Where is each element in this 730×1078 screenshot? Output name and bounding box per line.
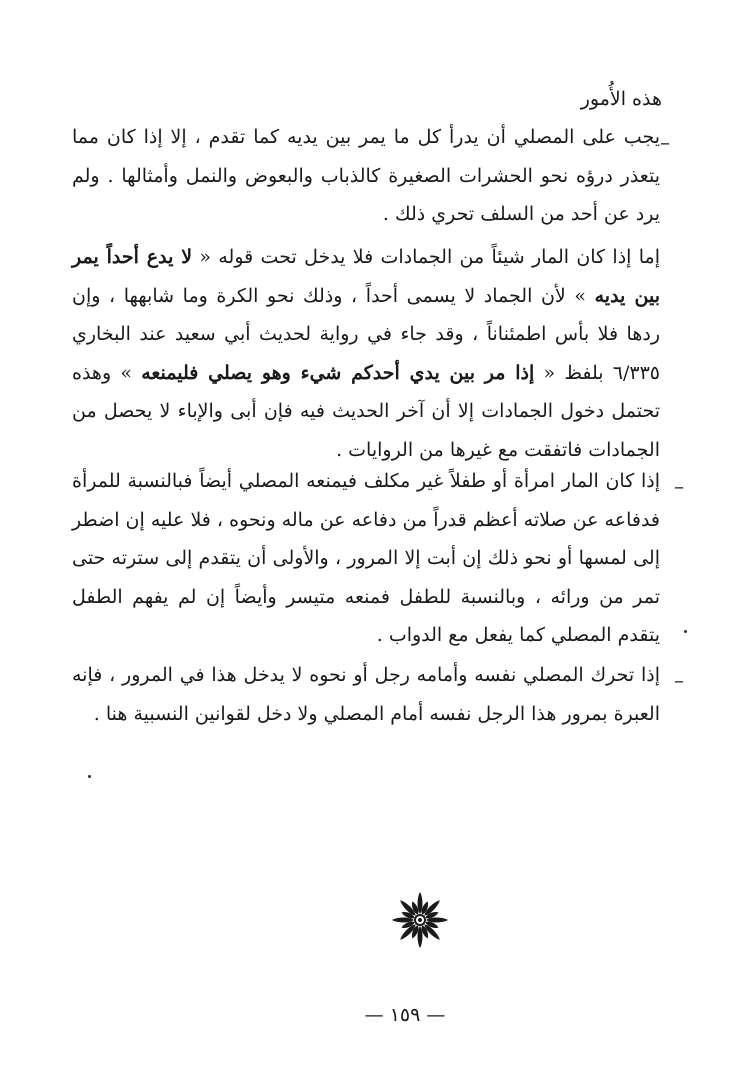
paragraph-2: [72, 238, 660, 469]
paragraph-4-text: إذا تحرك المصلي نفسه وأمامه رجل أو نحوه لا يدخل هذا في المرور ، فإنه العبرة بمرور هذا الرجل نفسه أمام المصلي ولا دخل لقوانين النسبية هنا .: [72, 664, 660, 725]
paragraph-2-text: [72, 238, 660, 469]
list-dash-3: –: [674, 668, 684, 692]
paragraph-1-text: يجب على المصلي أن يدرأ كل ما يمر بين يديه كما تقدم ، إلا إذا كان مما يتعذر درؤه نحو الحشرات الصغيرة كالذباب والبعوض والنمل وأمثالها . ولم يرد عن أحد من السلف تحري ذلك .: [72, 126, 660, 225]
paragraph-1: [72, 118, 660, 234]
paragraph-2-middle: » لأن الجماد لا يسمى أحداً ، وذلك نحو الكرة وما شابهها ، وإن ردها فلا بأس اطمئناناً ، وقد جاء في رواية لحديث أبي سعيد عند البخاري ٦/٣٣٥ بلفظ «: [72, 284, 661, 384]
list-dash-2: –: [674, 474, 684, 498]
intro-text: هذه الأُمور: [580, 88, 662, 110]
page-number: — ١٥٩ —: [364, 1004, 446, 1026]
hadith-quote-1: لا يدع أحداً يمر بين يديه: [72, 246, 660, 307]
list-dash-1: –: [660, 130, 670, 154]
flower-ornament-icon: [388, 888, 452, 952]
scan-speck: [684, 630, 687, 633]
paragraph-3-text: إذا كان المار امرأة أو طفلاً غير مكلف فيمنعه المصلي أيضاً فبالنسبة للمرأة فدفاعه عن صلاته أعظم قدراً من دفاعه عن ماله ونحوه ، فلا عليه إن اضطر إلى لمسها أو نحو ذلك إن أبت إلا المرور ، والأولى أن يتقدم إلى سترته حتى تمر من ورائه ، وبالنسبة للطفل فمنعه متيسر وأيضاً إن لم يفهم الطفل يتقدم المصلي كما يفعل مع الدواب .: [72, 470, 660, 646]
scan-speck: [88, 775, 91, 778]
paragraph-2-before: إما إذا كان المار شيئاً من الجمادات فلا يدخل تحت قوله «: [192, 246, 660, 268]
paragraph-3: [72, 462, 660, 655]
hadith-quote-2: إذا مر بين يدي أحدكم شيء وهو يصلي فليمنعه: [141, 361, 535, 384]
paragraph-2-after: » وهذه تحتمل دخول الجمادات إلا أن آخر الحديث فيه فإن أبى والإباء لا يحصل من الجمادات فاتفقت مع غيرها من الروايات .: [72, 361, 660, 461]
paragraph-4: [72, 656, 660, 733]
